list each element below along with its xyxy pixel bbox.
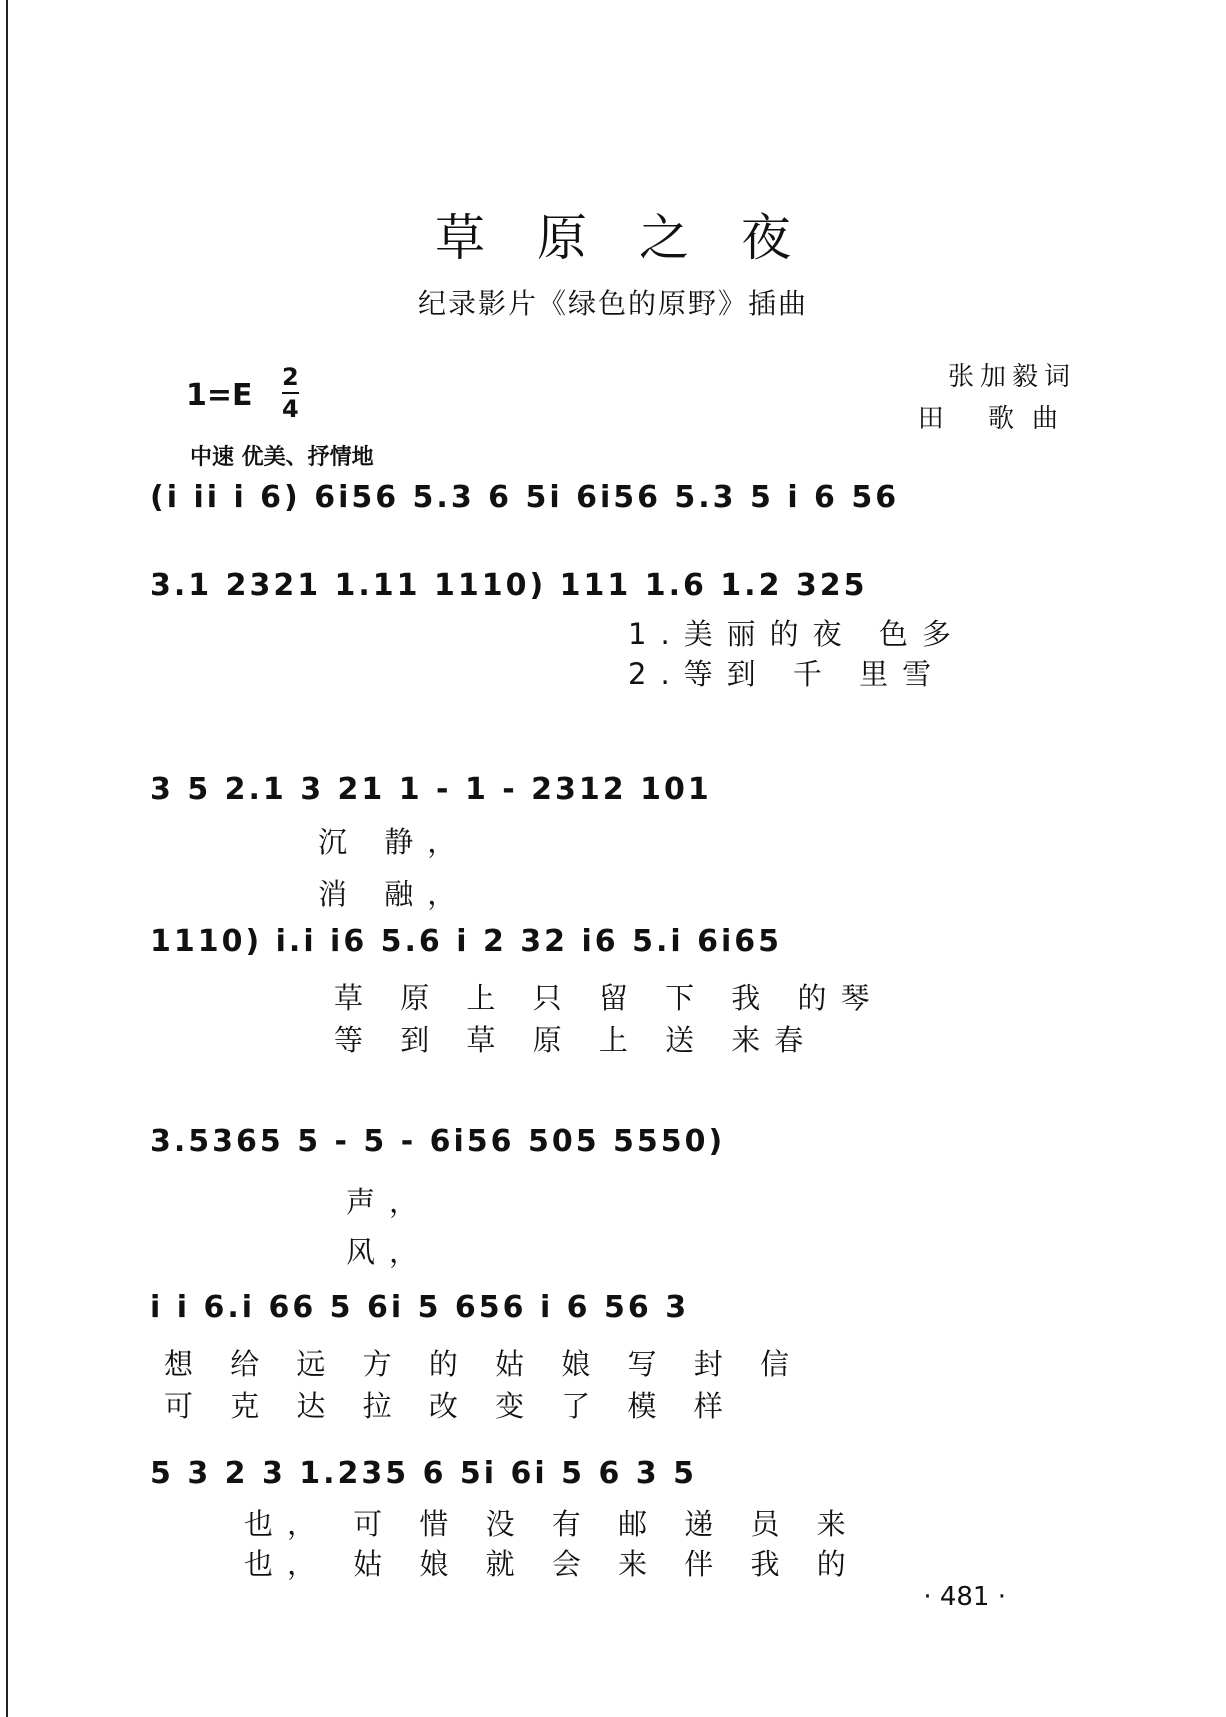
notation-line-6: i i 6.i 66 5 6i 5 656 i 6 56 3 bbox=[150, 1290, 690, 1325]
lyric-line-5-verse-2: 可 克 达 拉 改 变 了 模 样 bbox=[164, 1389, 737, 1423]
lyric-line-2-verse-1: 沉 静， bbox=[318, 825, 471, 859]
notation-line-3: 3 5 2.1 3 21 1 - 1 - 2312 101 bbox=[150, 772, 712, 807]
lyricist-credit: 张加毅词 bbox=[947, 362, 1076, 392]
lyric-line-4-verse-2: 风， bbox=[346, 1235, 433, 1269]
notation-line-7: 5 3 2 3 1.235 6 5i 6i 5 6 3 5 bbox=[150, 1456, 697, 1491]
composer-credit: 田 歌曲 bbox=[917, 404, 1076, 434]
lyric-line-2-verse-2: 消 融， bbox=[318, 877, 471, 911]
lyric-line-4-verse-1: 声， bbox=[346, 1185, 433, 1219]
time-bottom: 4 bbox=[282, 395, 299, 423]
lyric-line-3-verse-2: 等 到 草 原 上 送 来春 bbox=[334, 1023, 818, 1057]
page-number: · 481 · bbox=[923, 1582, 1006, 1612]
song-subtitle: 纪录影片《绿色的原野》插曲 bbox=[417, 287, 808, 320]
lyric-line-1-verse-1: 1.美丽的夜 色多 bbox=[628, 617, 965, 651]
notation-line-5: 3.5365 5 - 5 - 6i56 505 5550) bbox=[150, 1124, 726, 1159]
notation-line-4: 1110) i.i i6 5.6 i 2 32 i6 5.i 6i65 bbox=[150, 924, 782, 959]
tempo-marking: 中速 优美、抒情地 bbox=[190, 445, 374, 470]
lyric-line-5-verse-1: 想 给 远 方 的 姑 娘 写 封 信 bbox=[164, 1347, 803, 1381]
song-title: 草原之夜 bbox=[435, 209, 843, 267]
time-signature bbox=[282, 364, 299, 422]
time-top: 2 bbox=[282, 363, 299, 391]
key-signature: 1=E bbox=[186, 378, 253, 413]
lyric-line-6-verse-2: 也， 姑 娘 就 会 来 伴 我 的 bbox=[244, 1547, 860, 1581]
lyric-line-6-verse-1: 也， 可 惜 没 有 邮 递 员 来 bbox=[244, 1507, 860, 1541]
notation-line-2: 3.1 2321 1.11 1110) 111 1.6 1.2 325 bbox=[150, 568, 868, 603]
lyric-line-1-verse-2: 2.等到 千 里雪 bbox=[628, 657, 946, 691]
lyric-line-3-verse-1: 草 原 上 只 留 下 我 的琴 bbox=[334, 981, 884, 1015]
notation-line-1: (i ii i 6) 6i56 5.3 6 5i 6i56 5.3 5 i 6 56 bbox=[150, 480, 900, 515]
